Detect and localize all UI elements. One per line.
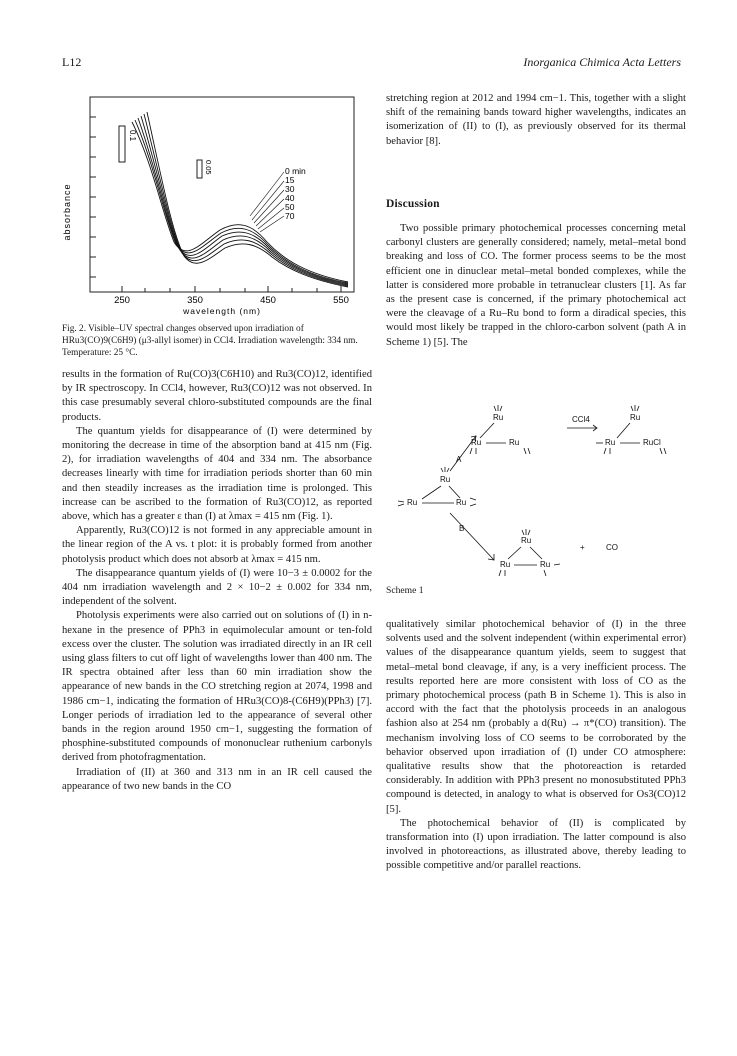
scale-bar-0.05 [197,160,202,178]
paragraph: The quantum yields for disappearance of (I) were determined by monitoring the decrease in time of the absorption band at 415 nm (Fig. 2), for irradiation wavelengths of 404 and 334 nm. The absorbance decreases linearly with time for irradiation periods shorter than 60 min and then steadily increases as the irradiation time is prolonged. This increase can be ascribed to the formation of Ru3(CO)12, as reported above, which has a greater ε than (I) at λmax = 415 nm (Fig. 1). [62,425,372,523]
curve-label-30: 30 [285,184,295,194]
paragraph: stretching region at 2012 and 1994 cm−1. This, together with a slight shift of the remaining bands toward higher wavelengths, indicates an isomerization of (II) to (I), as previously observed for its thermal behavior [8]. [386,93,686,147]
right-column-top [386,92,686,149]
ru-atom: Ru [493,413,504,422]
ru-atom: Ru [509,438,520,447]
page-number: L12 [62,55,82,69]
running-header: Inorganica Chimica Acta Letters [523,55,681,69]
ru-atom: Ru [456,498,467,507]
right-column-bottom [386,618,686,874]
paragraph: Photolysis experiments were also carried out on solutions of (I) in n-hexane in the presence of PPh3 in equimolecular amount or ten-fold excess over the cluster. The solution was irradiated directly in an IR cell using glass filters to cut off light of wavelengths lower than 400 nm. The IR spectra obtained after less than 60 min irradiation show the appearance of new bands in the CO stretching region at 2074, 1998 and 1986 cm−1, indicating the formation of HRu3(CO)8-(C6H9)(PPh3) [7]. Longer periods of irradiation led to the appearance of several other bands in the region around 1950 cm−1, suggesting the formation of phosphine-substituted compounds of mononuclear ruthenium carbonyls derived from photofragmentation. [62,610,372,764]
scale-bar-label-0.1: 0.1 [128,130,137,142]
paragraph: qualitatively similar photochemical behavior of (I) in the three solvents used and the solvent independent (within experimental error) values of the disappearance quantum yields, seem to suggest that metal–metal bond cleavage, if any, is a very inefficient process. The results reported here are more consistent with loss of CO as the primary photochemical process (path B in Scheme 1). This is also in accord with the fact that the photolysis proceeds in an analogous fashion also at 254 nm (probably a d(Ru) → π*(CO) transition). The mechanism involving loss of CO seems to be corroborated by the behavior observed upon irradiation of (I) under CO atmosphere: qualitative results show that the photoreaction is retarded considerably. In addition with PPh3 present no monosubstituted PPh3 compound is detected, in analogy to what is observed for Os3(CO)12 [5]. [386,619,686,815]
discussion-paragraph [386,222,686,350]
paragraph: Two possible primary photochemical processes concerning metal carbonyl clusters are generally considered; namely, metal–metal bond breaking and loss of CO. The former process seems to be the most efficient one in dinuclear metal–metal bonded complexes, while the latter is considered more probable in tetranuclear clusters [1]. As far as the present case is concerned, if the primary photochemical act were the cleavage of a Ru–Ru bond to form a diradical species, this would most likely be trapped in the chloro-carbon solvent (path A in Scheme 1) [5]. The [386,223,686,348]
left-column [62,368,372,794]
scale-bar-0.1 [119,126,125,162]
y-axis-label: absorbance [62,183,72,241]
spectrum-figure [62,92,362,324]
x-tick-350: 350 [187,295,203,306]
reaction-scheme [384,398,684,583]
x-tick-250: 250 [114,295,130,306]
ru-atom: Ru [540,560,551,569]
path-b-label: B [459,524,465,533]
ru-atom: Ru [605,438,616,447]
x-axis-label: wavelength (nm) [183,306,261,316]
curve-label-15: 15 [285,175,295,185]
curve-label-70: 70 [285,211,295,221]
curve-label-50: 50 [285,202,295,212]
x-tick-450: 450 [260,295,276,306]
scheme-label: Scheme 1 [386,585,424,596]
plus-sign: + [580,543,585,552]
curve-label-0: 0 min [285,166,306,176]
ru-atom: Ru [521,536,532,545]
rucl-atom: RuCl [643,438,661,447]
plot-frame [90,97,354,292]
paragraph: The photochemical behavior of (II) is complicated by transformation into (I) upon irradiation. The latter compound is also involved in photoreactions, as illustrated above, thereby leading to possible competitive and/or parallel reactions. [386,817,686,872]
scale-bar-label-0.05: 0.05 [204,160,213,175]
ru-atom: Ru [630,413,641,422]
ru-atom: Ru [500,560,511,569]
paragraph: The disappearance quantum yields of (I) were 10−3 ± 0.0002 for the 404 nm irradiation wavelength and 2 × 10−2 ± 0.002 for 334 nm, independent of the solvent. [62,567,372,608]
spectral-curves [132,112,348,287]
paragraph: Apparently, Ru3(CO)12 is not formed in any appreciable amount in the linear region of the A vs. t plot: it is probably formed from another photolysis product which does not absorb at λmax = 415 nm. [62,525,372,565]
ru-atom: Ru [440,475,451,484]
solvent-label: CCl4 [572,415,590,424]
x-tick-550: 550 [333,295,349,306]
curve-label-40: 40 [285,193,295,203]
paragraph: results in the formation of Ru(CO)3(C6H10) and Ru3(CO)12, identified by IR spectroscopy. In CCl4, however, Ru3(CO)12 was not observed. In this case presumably several chloro-substituted compounds are the final products. [62,369,372,423]
ru-atom: Ru [471,438,482,447]
path-a-label: A [456,455,462,464]
paragraph: Irradiation of (II) at 360 and 313 nm in an IR cell caused the appearance of two new bands in the CO [62,766,372,792]
section-heading: Discussion [386,198,440,210]
co-product: CO [606,543,618,552]
figure-caption: Fig. 2. Visible–UV spectral changes observed upon irradiation of HRu3(CO)9(C6H9) (μ3-allyl isomer) in CCl4. Irradiation wavelength: 334 nm. Temperature: 25 °C. [62,324,358,358]
ru-atom: Ru [407,498,418,507]
